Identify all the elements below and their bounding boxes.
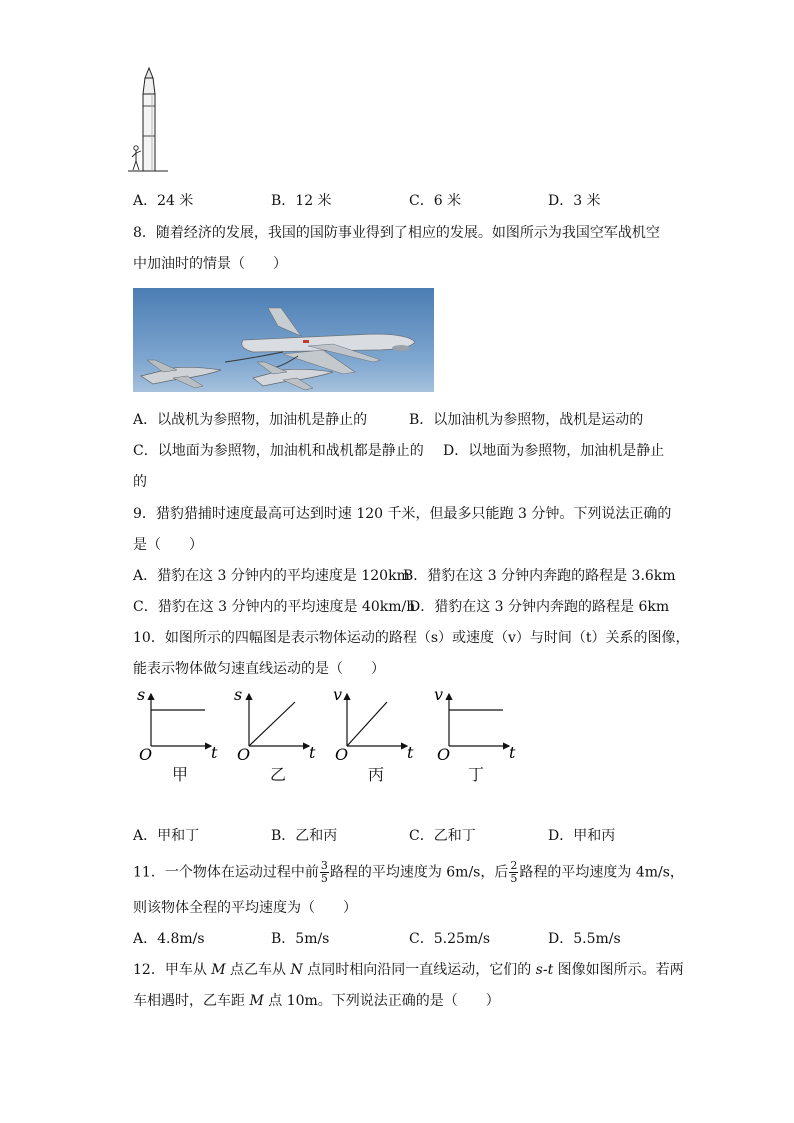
q12-stem-line2 (133, 991, 500, 1011)
q8-stem-line2: 中加油时的情景（ ） (133, 256, 287, 272)
q10-option-b: B．乙和丙 (271, 828, 338, 844)
graph-yi-xlabel: t (309, 743, 316, 762)
q11-frac1-den: 5 (320, 872, 328, 885)
q11-stem-line2: 则该物体全程的平均速度为（ ） (133, 900, 357, 916)
q11-fraction-second (509, 860, 518, 885)
q11-option-d: D．5.5m/s (548, 931, 621, 947)
graph-ding-ylabel: v (434, 685, 444, 704)
q12-text-a: 12．甲车从 (133, 962, 212, 978)
q11-stem-line1 (133, 860, 684, 885)
q11-stem-mid: 路程的平均速度为 6m/s，后 (329, 864, 509, 881)
q11-option-b: B．5m/s (271, 931, 330, 947)
q9-stem-line1: 9．猎豹猎捕时速度最高可达到时速 120 千米，但最多只能跑 3 分钟。下列说法正确的 (133, 506, 672, 522)
q12-text-d: 图像如图所示。若两 (553, 962, 684, 978)
q9-option-b: B．猎豹在这 3 分钟内奔跑的路程是 3.6km (403, 568, 676, 584)
q10-graphs (133, 682, 533, 762)
q7-option-a: A．24 米 (133, 193, 194, 209)
graph-bing-ylabel: v (333, 685, 343, 704)
q9-option-c: C．猎豹在这 3 分钟内的平均速度是 40km/h (133, 599, 416, 615)
q12-text-f: 点 10m。下列说法正确的是（ ） (263, 993, 500, 1009)
q8-option-d: D．以地面为参照物，加油机是静止 (443, 443, 665, 459)
graph-yi (234, 685, 316, 762)
q7-option-b: B．12 米 (271, 193, 332, 209)
graph-jia (137, 685, 218, 762)
graph-bing-xlabel: t (407, 743, 414, 762)
q9-option-d: D．猎豹在这 3 分钟内奔跑的路程是 6km (409, 599, 670, 615)
q7-option-c: C．6 米 (409, 193, 462, 209)
q8-option-c: C．以地面为参照物，加油机和战机都是静止的 (133, 443, 424, 459)
q12-text-b: 点乙车从 (225, 962, 291, 978)
graph-jia-ylabel: s (137, 685, 146, 704)
q12-point-m-2: M (249, 993, 264, 1009)
rocket-figure (128, 66, 168, 174)
q12-point-n: N (290, 962, 303, 978)
q11-frac1-num: 3 (320, 859, 328, 872)
q11-frac2-den: 5 (510, 872, 518, 885)
q7-option-d: D．3 米 (548, 193, 601, 209)
q8-option-d-wrap: 的 (133, 474, 147, 490)
graph-bing-origin: O (335, 745, 349, 762)
q8-option-a: A．以战机为参照物，加油机是静止的 (133, 412, 368, 428)
q9-option-a: A．猎豹在这 3 分钟内的平均速度是 120km (133, 568, 410, 584)
graph-caption-bing: 丙 (368, 765, 385, 784)
q8-stem-line1: 8．随着经济的发展，我国的国防事业得到了相应的发展。如图所示为我国空军战机空 (133, 225, 660, 241)
q10-stem-line1: 10．如图所示的四幅图是表示物体运动的路程（s）或速度（v）与时间（t）关系的图像， (133, 630, 690, 646)
q12-point-m: M (211, 962, 226, 978)
q10-option-a: A．甲和丁 (133, 828, 200, 844)
refueling-photo (133, 288, 434, 392)
q12-stem-line1 (133, 960, 684, 980)
q11-fraction-first (320, 860, 329, 885)
graph-caption-ding: 丁 (468, 765, 485, 784)
graph-bing (333, 685, 414, 762)
q12-text-e: 车相遇时，乙车距 (133, 993, 250, 1009)
q12-st-label: s-t (535, 962, 554, 978)
graph-ding (434, 685, 516, 762)
q11-stem-pre: 11．一个物体在运动过程中前 (133, 864, 319, 881)
q11-option-c: C．5.25m/s (409, 931, 491, 947)
q10-option-c: C．乙和丁 (409, 828, 476, 844)
graph-ding-xlabel: t (509, 743, 516, 762)
graph-caption-yi: 乙 (270, 765, 287, 784)
q12-text-c: 点同时相向沿同一直线运动，它们的 (302, 962, 536, 978)
q11-option-a: A．4.8m/s (133, 931, 205, 947)
q8-option-b: B．以加油机为参照物，战机是运动的 (409, 412, 644, 428)
q10-stem-line2: 能表示物体做匀速直线运动的是（ ） (133, 661, 385, 677)
graph-yi-origin: O (237, 745, 251, 762)
graph-jia-origin: O (139, 745, 153, 762)
q9-stem-line2: 是（ ） (133, 537, 203, 553)
graph-yi-ylabel: s (234, 685, 243, 704)
graph-ding-origin: O (437, 745, 451, 762)
graph-jia-xlabel: t (211, 743, 218, 762)
q11-frac2-num: 2 (510, 859, 518, 872)
graph-caption-jia: 甲 (172, 765, 189, 784)
q11-stem-post: 路程的平均速度为 4m/s， (519, 864, 684, 881)
q10-option-d: D．甲和丙 (548, 828, 616, 844)
